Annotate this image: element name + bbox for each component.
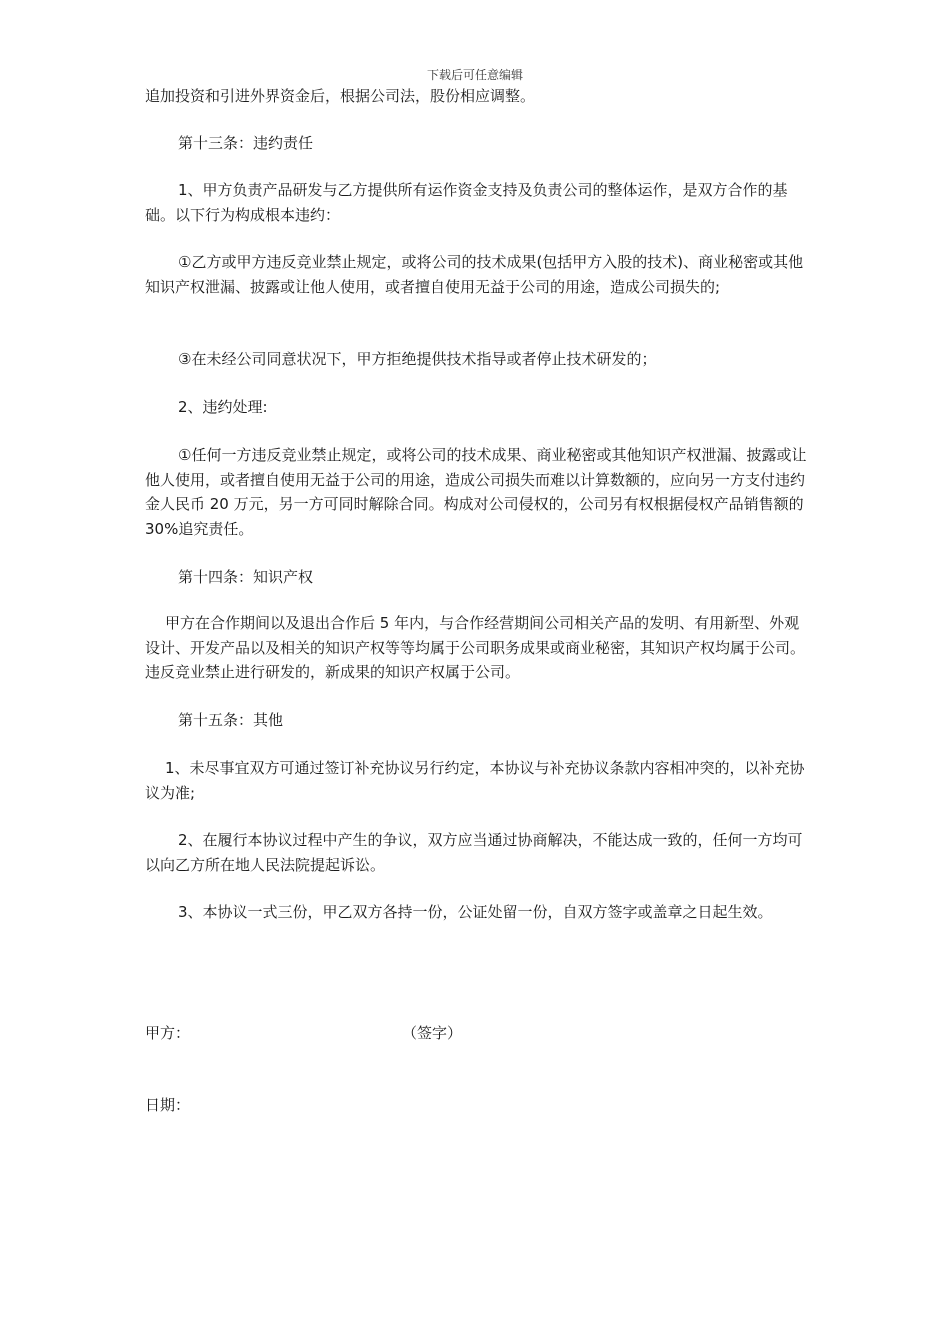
paragraph-share-adjustment: 追加投资和引进外界资金后，根据公司法，股份相应调整。 — [145, 87, 536, 105]
article-13-title: 第十三条：违约责任 — [178, 134, 314, 152]
article-14-body: 甲方在合作期间以及退出合作后 5 年内，与合作经营期间公司相关产品的发明、有用新型、外观设计、开发产品以及相关的知识产权等等均属于公司职务成果或商业秘密，其知识产权均属于公司。违反竞业禁止进行研发的，新成果的知识产权属于公司。 — [145, 614, 806, 681]
signature-hint: （签字） — [402, 1024, 463, 1042]
article-15-clause-3: 3、本协议一式三份，甲乙双方各持一份，公证处留一份，自双方签字或盖章之日起生效。 — [178, 903, 773, 921]
article-15-title: 第十五条：其他 — [178, 711, 284, 729]
date-label: 日期： — [145, 1096, 191, 1114]
article-13-clause-2-item-1: ①任何一方违反竞业禁止规定，或将公司的技术成果、商业秘密或其他知识产权泄漏、披露或让他人使用，或者擅自使用无益于公司的用途，造成公司损失而难以计算数额的，应向另一方支付违约金人民币 20 万元，另一方可同时解除合同。构成对公司侵权的，公司另有权根据侵权产品销售额的 30%追究责任。 — [145, 446, 809, 538]
header-note: 下载后可任意编辑 — [426, 68, 523, 82]
article-15-clause-1: 1、未尽事宜双方可通过签订补充协议另行约定，本协议与补充协议条款内容相冲突的，以补充协议为准; — [145, 759, 805, 802]
article-13-clause-1: 1、甲方负责产品研发与乙方提供所有运作资金支持及负责公司的整体运作，是双方合作的基础。以下行为构成根本违约： — [145, 181, 788, 224]
party-a-label: 甲方： — [145, 1024, 191, 1042]
article-13-clause-1-item-3: ③在未经公司同意状况下，甲方拒绝提供技术指导或者停止技术研发的； — [178, 350, 657, 368]
article-13-clause-1-item-1: ①乙方或甲方违反竞业禁止规定，或将公司的技术成果(包括甲方入股的技术)、商业秘密或其他知识产权泄漏、披露或让他人使用，或者擅自使用无益于公司的用途，造成公司损失的; — [145, 253, 804, 296]
article-15-clause-2: 2、在履行本协议过程中产生的争议，双方应当通过协商解决，不能达成一致的，任何一方均可以向乙方所在地人民法院提起诉讼。 — [145, 831, 803, 874]
article-14-title: 第十四条：知识产权 — [178, 568, 314, 586]
article-13-clause-2: 2、违约处理: — [178, 398, 268, 416]
